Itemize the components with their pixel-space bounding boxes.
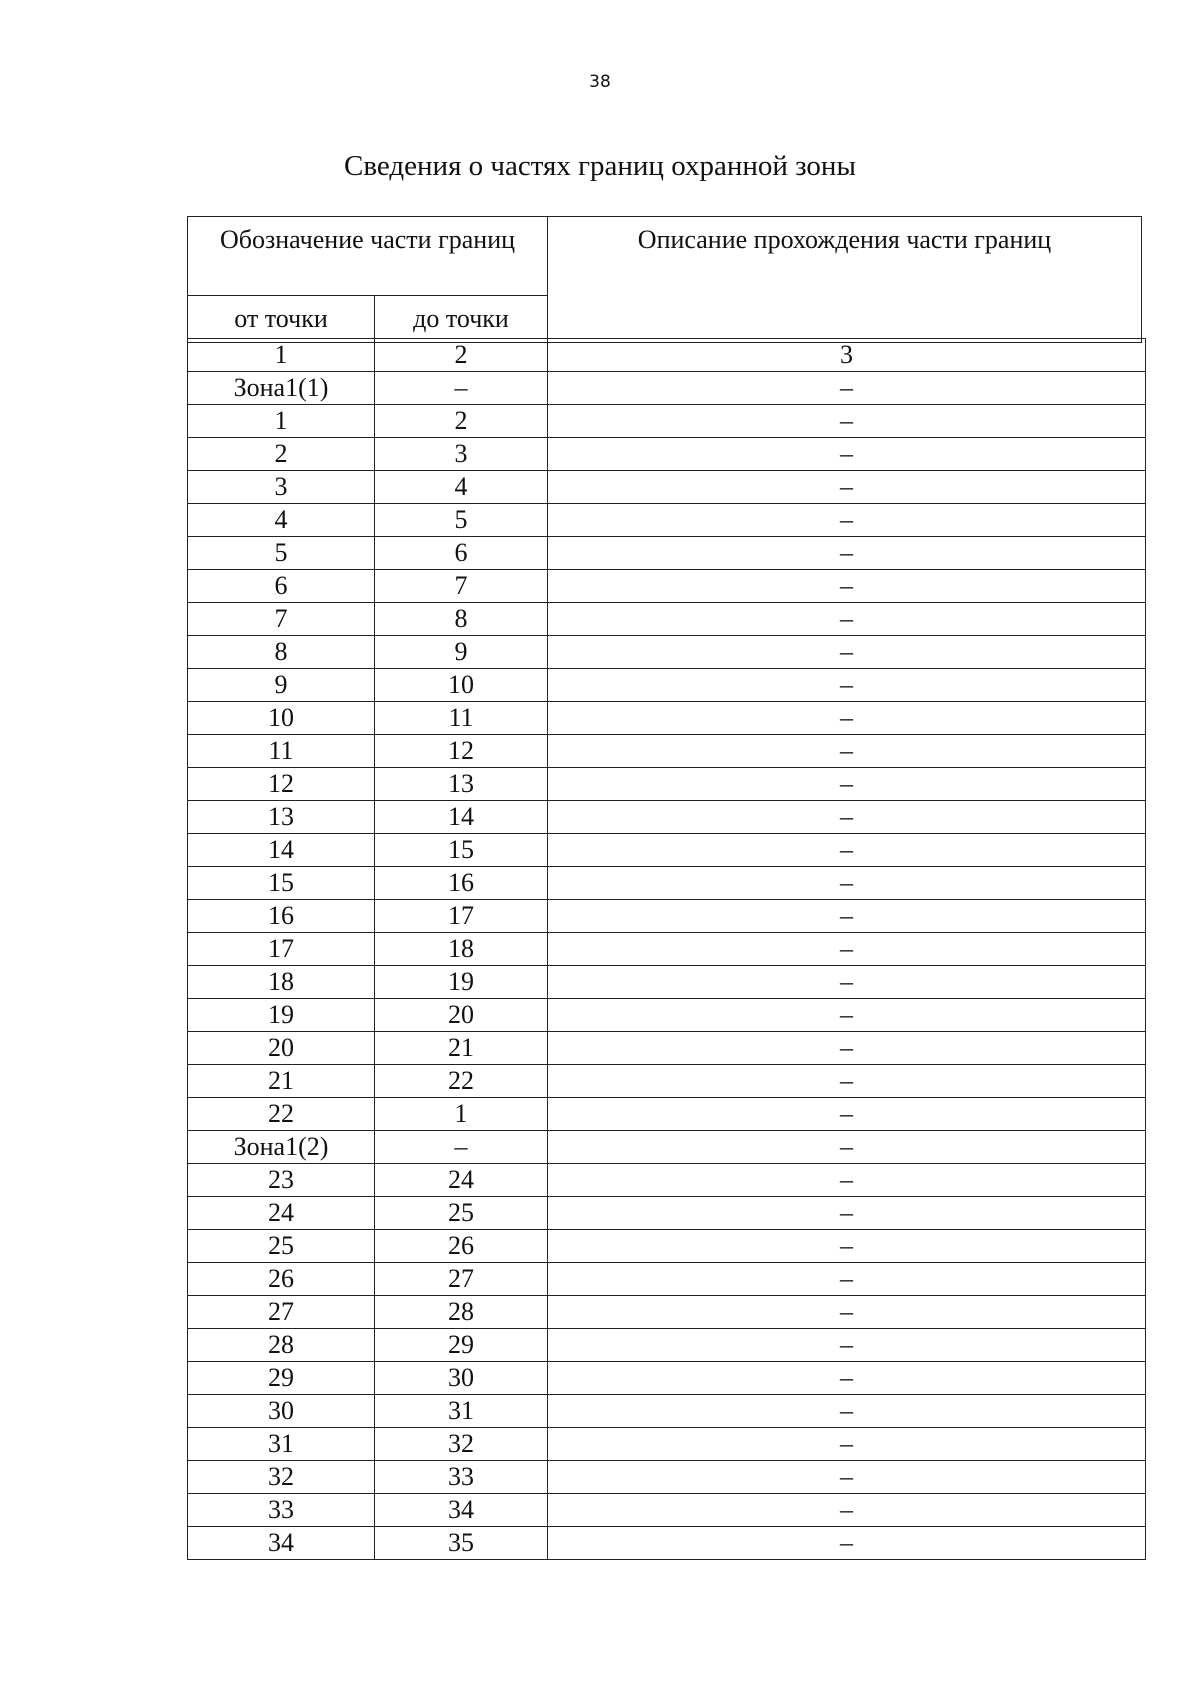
description-cell: – — [548, 471, 1146, 504]
description-cell: – — [548, 1329, 1146, 1362]
to-point-cell: 7 — [375, 570, 548, 603]
table-row — [188, 372, 1146, 405]
table-row — [188, 735, 1146, 768]
description-cell: – — [548, 1065, 1146, 1098]
to-point-cell: 19 — [375, 966, 548, 999]
description-cell: – — [548, 1032, 1146, 1065]
from-point-cell: 26 — [188, 1263, 375, 1296]
table-row — [188, 1032, 1146, 1065]
to-point-cell: 32 — [375, 1428, 548, 1461]
to-point-cell: 34 — [375, 1494, 548, 1527]
from-point-cell: 12 — [188, 768, 375, 801]
description-cell: – — [548, 867, 1146, 900]
from-point-cell: 6 — [188, 570, 375, 603]
description-cell: – — [548, 702, 1146, 735]
from-point-cell: 24 — [188, 1197, 375, 1230]
description-cell: – — [548, 438, 1146, 471]
table-row — [188, 1197, 1146, 1230]
to-point-cell: 4 — [375, 471, 548, 504]
from-point-cell: 22 — [188, 1098, 375, 1131]
to-point-cell: 21 — [375, 1032, 548, 1065]
from-point-cell: Зона1(1) — [188, 372, 375, 405]
boundary-parts-table — [187, 338, 1146, 1560]
table-row — [188, 669, 1146, 702]
description-cell: – — [548, 1164, 1146, 1197]
description-cell: – — [548, 966, 1146, 999]
description-cell: – — [548, 636, 1146, 669]
table-row — [188, 1263, 1146, 1296]
description-cell: – — [548, 834, 1146, 867]
description-cell: – — [548, 1494, 1146, 1527]
description-cell: – — [548, 900, 1146, 933]
from-point-cell: 15 — [188, 867, 375, 900]
from-point-cell: 32 — [188, 1461, 375, 1494]
to-point-cell: 13 — [375, 768, 548, 801]
description-cell: – — [548, 1098, 1146, 1131]
description-cell: 3 — [548, 339, 1146, 372]
table-row — [188, 1428, 1146, 1461]
to-point-cell: 28 — [375, 1296, 548, 1329]
description-cell: – — [548, 603, 1146, 636]
table-row — [188, 438, 1146, 471]
description-cell: – — [548, 1230, 1146, 1263]
from-point-cell: 7 — [188, 603, 375, 636]
from-point-cell: 1 — [188, 405, 375, 438]
table-row — [188, 603, 1146, 636]
table-row — [188, 801, 1146, 834]
to-point-cell: 17 — [375, 900, 548, 933]
from-point-column-header: от точки — [188, 296, 375, 343]
table-row — [188, 900, 1146, 933]
description-cell: – — [548, 669, 1146, 702]
description-cell: – — [548, 1461, 1146, 1494]
to-point-cell: 11 — [375, 702, 548, 735]
from-point-cell: 1 — [188, 339, 375, 372]
table-body — [188, 339, 1146, 1560]
description-cell: – — [548, 504, 1146, 537]
to-point-cell: 31 — [375, 1395, 548, 1428]
description-cell: – — [548, 999, 1146, 1032]
to-point-cell: 12 — [375, 735, 548, 768]
to-point-cell: 15 — [375, 834, 548, 867]
description-cell: – — [548, 1263, 1146, 1296]
description-cell: – — [548, 735, 1146, 768]
from-point-cell: 20 — [188, 1032, 375, 1065]
from-point-cell: 16 — [188, 900, 375, 933]
description-cell: – — [548, 1527, 1146, 1560]
to-point-cell: 16 — [375, 867, 548, 900]
from-point-cell: 27 — [188, 1296, 375, 1329]
from-point-cell: 17 — [188, 933, 375, 966]
page-number: 38 — [589, 72, 611, 92]
to-point-cell: 6 — [375, 537, 548, 570]
to-point-cell: 24 — [375, 1164, 548, 1197]
table-row — [188, 1461, 1146, 1494]
table-row — [188, 471, 1146, 504]
from-point-cell: 5 — [188, 537, 375, 570]
description-cell: – — [548, 933, 1146, 966]
table-row — [188, 1164, 1146, 1197]
table-row — [188, 504, 1146, 537]
from-point-cell: 2 — [188, 438, 375, 471]
column-group-header: Обозначение части границ — [188, 217, 548, 296]
to-point-cell: 9 — [375, 636, 548, 669]
to-point-cell: 22 — [375, 1065, 548, 1098]
from-point-cell: 28 — [188, 1329, 375, 1362]
description-cell: – — [548, 1428, 1146, 1461]
to-point-cell: – — [375, 1131, 548, 1164]
to-point-cell: 2 — [375, 339, 548, 372]
table-row — [188, 1527, 1146, 1560]
to-point-cell: 3 — [375, 438, 548, 471]
to-point-cell: 26 — [375, 1230, 548, 1263]
table-row — [188, 1494, 1146, 1527]
to-point-cell: 35 — [375, 1527, 548, 1560]
to-point-cell: 14 — [375, 801, 548, 834]
description-cell: – — [548, 372, 1146, 405]
table-row — [188, 1395, 1146, 1428]
to-point-cell: 27 — [375, 1263, 548, 1296]
to-point-cell: 8 — [375, 603, 548, 636]
page-title: Сведения о частях границ охранной зоны — [344, 150, 856, 182]
to-point-cell: 2 — [375, 405, 548, 438]
description-cell: – — [548, 1296, 1146, 1329]
from-point-cell: 34 — [188, 1527, 375, 1560]
table-row — [188, 1329, 1146, 1362]
description-cell: – — [548, 1362, 1146, 1395]
to-point-cell: 10 — [375, 669, 548, 702]
from-point-cell: 31 — [188, 1428, 375, 1461]
table-row — [188, 999, 1146, 1032]
description-cell: – — [548, 405, 1146, 438]
description-cell: – — [548, 570, 1146, 603]
table-row — [188, 537, 1146, 570]
from-point-cell: 8 — [188, 636, 375, 669]
table-row — [188, 768, 1146, 801]
from-point-cell: 10 — [188, 702, 375, 735]
table-row — [188, 570, 1146, 603]
description-cell: – — [548, 768, 1146, 801]
to-point-cell: 29 — [375, 1329, 548, 1362]
description-cell: – — [548, 801, 1146, 834]
table-row — [188, 1296, 1146, 1329]
table-row — [188, 1131, 1146, 1164]
from-point-cell: Зона1(2) — [188, 1131, 375, 1164]
table-row — [188, 702, 1146, 735]
from-point-cell: 21 — [188, 1065, 375, 1098]
to-point-cell: – — [375, 372, 548, 405]
table-row — [188, 1065, 1146, 1098]
description-cell: – — [548, 1395, 1146, 1428]
table-row — [188, 405, 1146, 438]
from-point-cell: 11 — [188, 735, 375, 768]
table-row — [188, 1230, 1146, 1263]
table-header — [187, 216, 1142, 343]
from-point-cell: 33 — [188, 1494, 375, 1527]
from-point-cell: 13 — [188, 801, 375, 834]
description-column-header: Описание прохождения части границ — [548, 217, 1142, 343]
to-point-cell: 25 — [375, 1197, 548, 1230]
table-row — [188, 339, 1146, 372]
from-point-cell: 30 — [188, 1395, 375, 1428]
to-point-cell: 30 — [375, 1362, 548, 1395]
table-row — [188, 933, 1146, 966]
to-point-column-header: до точки — [375, 296, 548, 343]
table-row — [188, 636, 1146, 669]
from-point-cell: 18 — [188, 966, 375, 999]
to-point-cell: 1 — [375, 1098, 548, 1131]
from-point-cell: 3 — [188, 471, 375, 504]
from-point-cell: 23 — [188, 1164, 375, 1197]
from-point-cell: 29 — [188, 1362, 375, 1395]
table-row — [188, 867, 1146, 900]
table-row — [188, 834, 1146, 867]
from-point-cell: 14 — [188, 834, 375, 867]
from-point-cell: 19 — [188, 999, 375, 1032]
table-row — [188, 1362, 1146, 1395]
to-point-cell: 5 — [375, 504, 548, 537]
from-point-cell: 4 — [188, 504, 375, 537]
to-point-cell: 33 — [375, 1461, 548, 1494]
table-row — [188, 1098, 1146, 1131]
description-cell: – — [548, 1197, 1146, 1230]
description-cell: – — [548, 537, 1146, 570]
description-cell: – — [548, 1131, 1146, 1164]
from-point-cell: 25 — [188, 1230, 375, 1263]
table-row — [188, 966, 1146, 999]
from-point-cell: 9 — [188, 669, 375, 702]
to-point-cell: 18 — [375, 933, 548, 966]
to-point-cell: 20 — [375, 999, 548, 1032]
